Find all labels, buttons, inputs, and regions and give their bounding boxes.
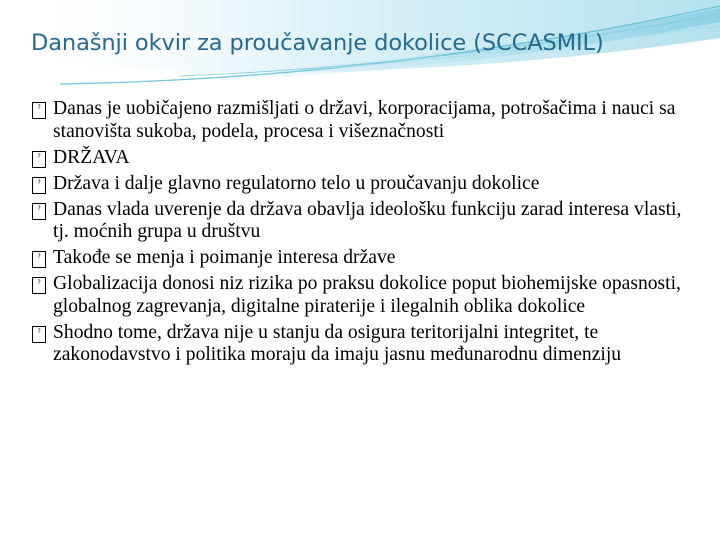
bullet-text: Danas je uobičajeno razmišljati o državi, korporacijama, potrošačima i nauci sa stanovišta sukoba, podela, procesa i višeznačnosti <box>53 98 676 142</box>
bullet-glyph-icon: ? <box>32 251 46 268</box>
bullet-glyph-icon: ? <box>32 277 46 294</box>
bullet-glyph-icon: ? <box>32 102 46 119</box>
bullet-text: Danas vlada uverenje da država obavlja ideološku funkciju zarad interesa vlasti, tj. moćnih grupa u društvu <box>53 198 682 242</box>
bullet-glyph-icon: ? <box>32 151 46 168</box>
bullet-item <box>30 147 686 170</box>
bullet-text: Takođe se menja i poimanje interesa države <box>53 247 396 268</box>
slide-title: Današnji okvir za proučavanje dokolice (SCCASMIL) <box>31 30 604 56</box>
bullet-item <box>30 173 686 196</box>
bullet-glyph-icon: ? <box>32 203 46 220</box>
bullet-item <box>30 322 686 367</box>
bullet-list <box>30 98 686 370</box>
bullet-text: Država i dalje glavno regulatorno telo u proučavanju dokolice <box>53 172 540 194</box>
bullet-glyph-icon: ? <box>32 177 46 194</box>
bullet-glyph-icon: ? <box>32 326 46 343</box>
bullet-text: Globalizacija donosi niz rizika po praksu dokolice poput biohemijske opasnosti, globalnog zagrevanja, digitalne piraterije i ilegalnih oblika dokolice <box>53 273 681 317</box>
bullet-text: DRŽAVA <box>53 146 130 168</box>
bullet-item <box>30 273 686 318</box>
bullet-item <box>30 247 686 270</box>
bullet-item <box>30 199 686 244</box>
bullet-item <box>30 98 686 143</box>
bullet-text: Shodno tome, država nije u stanju da osigura teritorijalni integritet, te zakonodavstvo i politika moraju da imaju jasnu međunarodnu dimenziju <box>53 321 622 365</box>
